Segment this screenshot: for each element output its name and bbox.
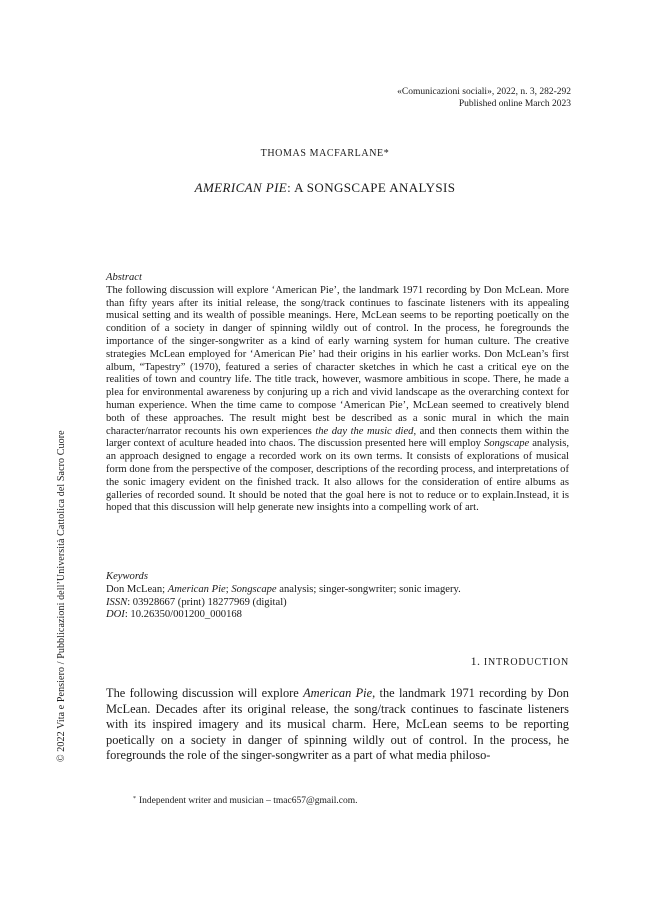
kw-part-4: Songscape	[231, 583, 277, 595]
copyright-sidebar: © 2022 Vita e Pensiero / Pubblicazioni dell’Università Cattolica del Sacro Cuore	[56, 430, 67, 762]
author-name: THOMAS MACFARLANE*	[260, 148, 390, 159]
body-part-1: The following discussion will explore	[106, 686, 304, 700]
abstract-part-3: analysis, an approach designed to engage a recorded work on its own terms. It consists of explorations of musical form done from the perspective of the composer, descriptions of the recording process, and interpretations of the sonic imagery evident on the finished track. It also allows for the consideration of entire albums as galleries of recorded sound. It should be noted that the goal here is not to reduce or to explain.Instead, it is hoped that this discussion will help generate new insights into a compelling work of art.	[106, 438, 569, 514]
abstract-italic-2: Songscape	[483, 438, 530, 450]
title-italic: AMERICAN PIE	[194, 180, 288, 195]
doi-label: DOI	[106, 609, 125, 621]
published-line: Published online March 2023	[458, 99, 571, 109]
keywords-list	[106, 584, 569, 597]
kw-part-3: ;	[225, 583, 232, 595]
footnote-text: Independent writer and musician – tmac657@gmail.com.	[139, 796, 358, 806]
section-heading-introduction	[471, 654, 569, 669]
kw-part-1: Don McLean;	[106, 583, 168, 595]
abstract-section	[106, 272, 569, 515]
kw-part-5: analysis; singer-songwriter; sonic imagery.	[276, 583, 461, 595]
doi-value: : 10.26350/001200_000168	[124, 609, 242, 621]
footnote-mark: *	[133, 796, 136, 802]
abstract-text	[106, 285, 569, 515]
citation-line: «Comunicazioni sociali», 2022, n. 3, 282-292	[397, 87, 571, 97]
section-number: 1.	[470, 654, 484, 668]
kw-part-2: American Pie	[167, 583, 226, 595]
body-italic: American Pie	[303, 686, 373, 700]
abstract-label: Abstract	[106, 272, 142, 283]
abstract-italic-1: the day the music died	[315, 425, 414, 437]
issn-line	[106, 597, 569, 610]
body-paragraph	[106, 686, 569, 764]
title-rest: : A SONGSCAPE ANALYSIS	[287, 180, 456, 195]
abstract-part-1: The following discussion will explore ‘American Pie’, the landmark 1971 recording by Don McLean. More than fifty years after its initial release, the song/track continues to fascinate listeners with its appealing musical setting and its wealth of possible meanings. Here, McLean seems to be reporting poetically on the condition of a society in danger of spinning wildly out of control. In the process, he foregrounds the importance of the singer-songwriter as a kind of early warning system for human culture. The creative strategies McLean employed for ‘American Pie’ had their origins in his earlier works. Don McLean’s first album, “Tapestry” (1970), featured a series of character sketches in which he cast a critical eye on the realities of town and country life. The title track, however, wasmore ambitious in scope. There, he made a plea for environmental awareness by conjuring up a rich and vivid landscape as the overarching context for human experience. When the time came to compose ‘American Pie’, McLean seemed to creatively blend both of these approaches. The result might best be described as a sonic mural in which the main character/narrator recounts his own experiences	[106, 284, 569, 437]
issn-value: : 03928667 (print) 18277969 (digital)	[127, 596, 287, 608]
body-part-2: , the landmark 1971 recording by Don McLean. Decades after its original release, the song/track continues to fascinate listeners with its inspired imagery and its musical charm. Here, McLean seems to be reporting poetically on a society in danger of spinning wildly out of control. In the process, he foregrounds the role of the singer-songwriter as a part of what media philoso-	[106, 686, 569, 762]
citation-header	[271, 86, 571, 110]
footnote	[133, 796, 357, 806]
section-title: INTRODUCTION	[483, 657, 569, 668]
paper-title	[0, 180, 650, 196]
keywords-section	[106, 571, 569, 622]
doi-line	[106, 609, 569, 622]
keywords-label: Keywords	[106, 571, 148, 582]
abstract-part-2: , and then connects them within the larger context of aculture headed into chaos. The discussion presented here will employ	[106, 425, 569, 450]
issn-label: ISSN	[106, 596, 128, 608]
